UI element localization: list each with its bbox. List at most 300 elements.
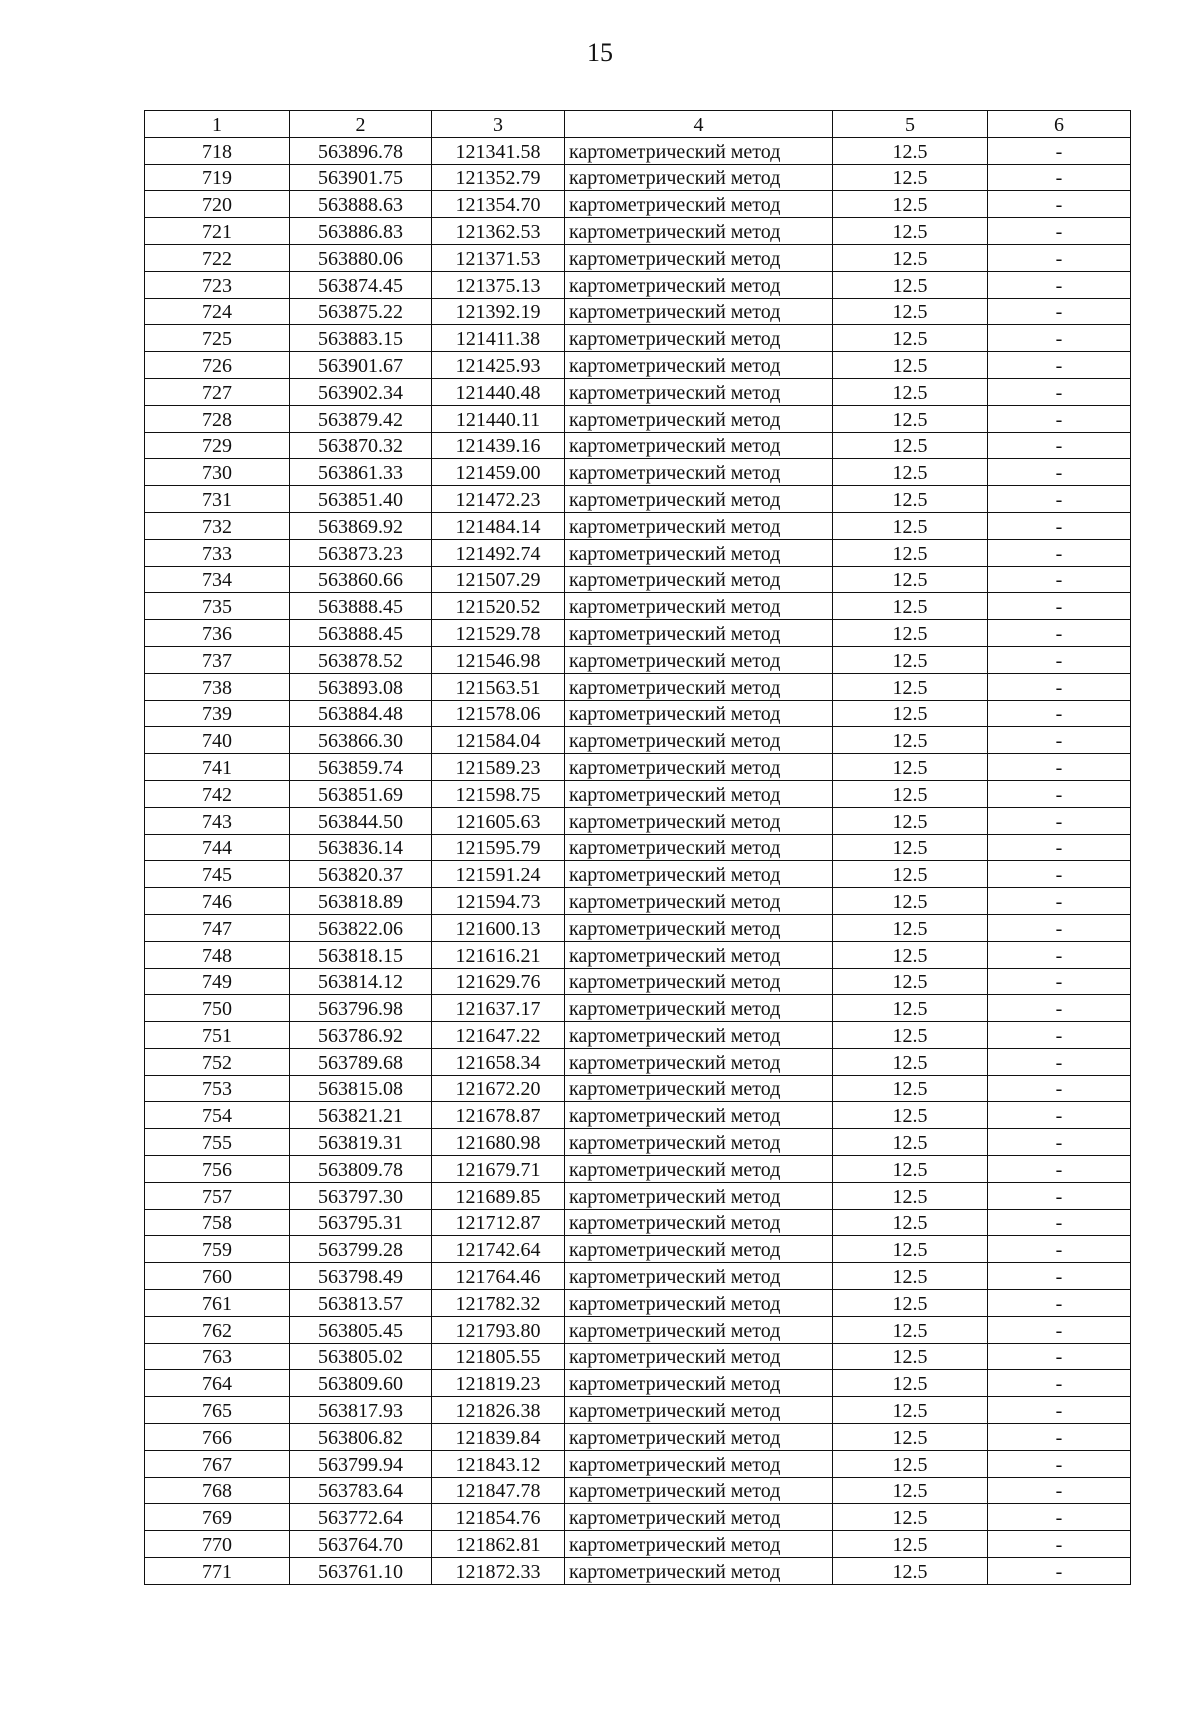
table-row [145, 1156, 1131, 1183]
point-number-cell: 732 [145, 512, 290, 539]
method-cell: картометрический метод [565, 432, 833, 459]
y-coordinate-cell: 121862.81 [432, 1531, 565, 1558]
method-cell: картометрический метод [565, 780, 833, 807]
accuracy-cell: 12.5 [833, 1236, 988, 1263]
y-coordinate-cell: 121678.87 [432, 1102, 565, 1129]
x-coordinate-cell: 563888.45 [290, 620, 432, 647]
table-row [145, 486, 1131, 513]
y-coordinate-cell: 121782.32 [432, 1290, 565, 1317]
accuracy-cell: 12.5 [833, 1504, 988, 1531]
table-row [145, 888, 1131, 915]
note-cell: - [988, 1343, 1131, 1370]
point-number-cell: 764 [145, 1370, 290, 1397]
point-number-cell: 765 [145, 1397, 290, 1424]
y-coordinate-cell: 121680.98 [432, 1129, 565, 1156]
accuracy-cell: 12.5 [833, 405, 988, 432]
accuracy-cell: 12.5 [833, 352, 988, 379]
note-cell: - [988, 700, 1131, 727]
y-coordinate-cell: 121872.33 [432, 1558, 565, 1585]
method-cell: картометрический метод [565, 620, 833, 647]
method-cell: картометрический метод [565, 1075, 833, 1102]
y-coordinate-cell: 121392.19 [432, 298, 565, 325]
method-cell: картометрический метод [565, 754, 833, 781]
table-row [145, 995, 1131, 1022]
x-coordinate-cell: 563893.08 [290, 673, 432, 700]
table-row [145, 1129, 1131, 1156]
note-cell: - [988, 378, 1131, 405]
point-number-cell: 721 [145, 218, 290, 245]
table-row [145, 914, 1131, 941]
table-row [145, 432, 1131, 459]
y-coordinate-cell: 121793.80 [432, 1316, 565, 1343]
note-cell: - [988, 1290, 1131, 1317]
accuracy-cell: 12.5 [833, 271, 988, 298]
method-cell: картометрический метод [565, 1290, 833, 1317]
point-number-cell: 739 [145, 700, 290, 727]
note-cell: - [988, 191, 1131, 218]
table-row [145, 807, 1131, 834]
y-coordinate-cell: 121354.70 [432, 191, 565, 218]
method-cell: картометрический метод [565, 539, 833, 566]
table-row [145, 1075, 1131, 1102]
accuracy-cell: 12.5 [833, 539, 988, 566]
y-coordinate-cell: 121371.53 [432, 244, 565, 271]
note-cell: - [988, 459, 1131, 486]
table-row [145, 352, 1131, 379]
table-row [145, 834, 1131, 861]
note-cell: - [988, 1504, 1131, 1531]
point-number-cell: 757 [145, 1182, 290, 1209]
method-cell: картометрический метод [565, 137, 833, 164]
point-number-cell: 742 [145, 780, 290, 807]
accuracy-cell: 12.5 [833, 1129, 988, 1156]
note-cell: - [988, 941, 1131, 968]
y-coordinate-cell: 121507.29 [432, 566, 565, 593]
accuracy-cell: 12.5 [833, 754, 988, 781]
x-coordinate-cell: 563851.69 [290, 780, 432, 807]
point-number-cell: 743 [145, 807, 290, 834]
table-row [145, 164, 1131, 191]
accuracy-cell: 12.5 [833, 807, 988, 834]
point-number-cell: 763 [145, 1343, 290, 1370]
note-cell: - [988, 1102, 1131, 1129]
x-coordinate-cell: 563822.06 [290, 914, 432, 941]
note-cell: - [988, 780, 1131, 807]
accuracy-cell: 12.5 [833, 512, 988, 539]
point-number-cell: 745 [145, 861, 290, 888]
table-row [145, 459, 1131, 486]
note-cell: - [988, 218, 1131, 245]
column-header-accuracy: 5 [833, 111, 988, 138]
x-coordinate-cell: 563896.78 [290, 137, 432, 164]
y-coordinate-cell: 121629.76 [432, 968, 565, 995]
note-cell: - [988, 432, 1131, 459]
note-cell: - [988, 1129, 1131, 1156]
x-coordinate-cell: 563888.45 [290, 593, 432, 620]
method-cell: картометрический метод [565, 700, 833, 727]
accuracy-cell: 12.5 [833, 1370, 988, 1397]
x-coordinate-cell: 563888.63 [290, 191, 432, 218]
accuracy-cell: 12.5 [833, 914, 988, 941]
point-number-cell: 730 [145, 459, 290, 486]
accuracy-cell: 12.5 [833, 1075, 988, 1102]
x-coordinate-cell: 563805.02 [290, 1343, 432, 1370]
accuracy-cell: 12.5 [833, 486, 988, 513]
table-row [145, 727, 1131, 754]
table-row [145, 1022, 1131, 1049]
note-cell: - [988, 1075, 1131, 1102]
note-cell: - [988, 1477, 1131, 1504]
x-coordinate-cell: 563772.64 [290, 1504, 432, 1531]
method-cell: картометрический метод [565, 941, 833, 968]
point-number-cell: 720 [145, 191, 290, 218]
method-cell: картометрический метод [565, 995, 833, 1022]
x-coordinate-cell: 563873.23 [290, 539, 432, 566]
point-number-cell: 761 [145, 1290, 290, 1317]
method-cell: картометрический метод [565, 1316, 833, 1343]
note-cell: - [988, 861, 1131, 888]
accuracy-cell: 12.5 [833, 1477, 988, 1504]
method-cell: картометрический метод [565, 191, 833, 218]
method-cell: картометрический метод [565, 1531, 833, 1558]
accuracy-cell: 12.5 [833, 191, 988, 218]
accuracy-cell: 12.5 [833, 1424, 988, 1451]
point-number-cell: 755 [145, 1129, 290, 1156]
table-row [145, 1424, 1131, 1451]
table-row [145, 1343, 1131, 1370]
y-coordinate-cell: 121600.13 [432, 914, 565, 941]
table-row [145, 1397, 1131, 1424]
note-cell: - [988, 1236, 1131, 1263]
note-cell: - [988, 1370, 1131, 1397]
accuracy-cell: 12.5 [833, 1048, 988, 1075]
method-cell: картометрический метод [565, 1048, 833, 1075]
y-coordinate-cell: 121591.24 [432, 861, 565, 888]
table-row [145, 137, 1131, 164]
method-cell: картометрический метод [565, 352, 833, 379]
note-cell: - [988, 1022, 1131, 1049]
method-cell: картометрический метод [565, 325, 833, 352]
point-number-cell: 734 [145, 566, 290, 593]
x-coordinate-cell: 563884.48 [290, 700, 432, 727]
x-coordinate-cell: 563786.92 [290, 1022, 432, 1049]
x-coordinate-cell: 563799.94 [290, 1450, 432, 1477]
note-cell: - [988, 1182, 1131, 1209]
note-cell: - [988, 271, 1131, 298]
method-cell: картометрический метод [565, 727, 833, 754]
note-cell: - [988, 1558, 1131, 1585]
table-row [145, 968, 1131, 995]
x-coordinate-cell: 563860.66 [290, 566, 432, 593]
point-number-cell: 723 [145, 271, 290, 298]
y-coordinate-cell: 121605.63 [432, 807, 565, 834]
accuracy-cell: 12.5 [833, 888, 988, 915]
accuracy-cell: 12.5 [833, 780, 988, 807]
method-cell: картометрический метод [565, 1558, 833, 1585]
y-coordinate-cell: 121584.04 [432, 727, 565, 754]
accuracy-cell: 12.5 [833, 1102, 988, 1129]
note-cell: - [988, 754, 1131, 781]
x-coordinate-cell: 563814.12 [290, 968, 432, 995]
table-row [145, 298, 1131, 325]
accuracy-cell: 12.5 [833, 995, 988, 1022]
y-coordinate-cell: 121672.20 [432, 1075, 565, 1102]
note-cell: - [988, 727, 1131, 754]
note-cell: - [988, 164, 1131, 191]
point-number-cell: 771 [145, 1558, 290, 1585]
x-coordinate-cell: 563886.83 [290, 218, 432, 245]
note-cell: - [988, 593, 1131, 620]
method-cell: картометрический метод [565, 1504, 833, 1531]
y-coordinate-cell: 121689.85 [432, 1182, 565, 1209]
method-cell: картометрический метод [565, 888, 833, 915]
table-row [145, 754, 1131, 781]
note-cell: - [988, 1209, 1131, 1236]
note-cell: - [988, 1316, 1131, 1343]
x-coordinate-cell: 563797.30 [290, 1182, 432, 1209]
accuracy-cell: 12.5 [833, 244, 988, 271]
y-coordinate-cell: 121492.74 [432, 539, 565, 566]
accuracy-cell: 12.5 [833, 218, 988, 245]
x-coordinate-cell: 563869.92 [290, 512, 432, 539]
method-cell: картометрический метод [565, 673, 833, 700]
accuracy-cell: 12.5 [833, 1290, 988, 1317]
point-number-cell: 719 [145, 164, 290, 191]
y-coordinate-cell: 121529.78 [432, 620, 565, 647]
x-coordinate-cell: 563883.15 [290, 325, 432, 352]
x-coordinate-cell: 563902.34 [290, 378, 432, 405]
table-row [145, 1370, 1131, 1397]
accuracy-cell: 12.5 [833, 1263, 988, 1290]
note-cell: - [988, 1397, 1131, 1424]
note-cell: - [988, 1450, 1131, 1477]
method-cell: картометрический метод [565, 968, 833, 995]
y-coordinate-cell: 121375.13 [432, 271, 565, 298]
note-cell: - [988, 244, 1131, 271]
table-row [145, 1182, 1131, 1209]
column-header-note: 6 [988, 111, 1131, 138]
x-coordinate-cell: 563783.64 [290, 1477, 432, 1504]
method-cell: картометрический метод [565, 1236, 833, 1263]
method-cell: картометрический метод [565, 378, 833, 405]
method-cell: картометрический метод [565, 646, 833, 673]
method-cell: картометрический метод [565, 512, 833, 539]
x-coordinate-cell: 563761.10 [290, 1558, 432, 1585]
x-coordinate-cell: 563809.78 [290, 1156, 432, 1183]
method-cell: картометрический метод [565, 1209, 833, 1236]
table-header-row [145, 111, 1131, 138]
table-row [145, 1316, 1131, 1343]
accuracy-cell: 12.5 [833, 727, 988, 754]
table-row [145, 191, 1131, 218]
y-coordinate-cell: 121352.79 [432, 164, 565, 191]
point-number-cell: 758 [145, 1209, 290, 1236]
y-coordinate-cell: 121679.71 [432, 1156, 565, 1183]
y-coordinate-cell: 121805.55 [432, 1343, 565, 1370]
point-number-cell: 736 [145, 620, 290, 647]
point-number-cell: 770 [145, 1531, 290, 1558]
accuracy-cell: 12.5 [833, 566, 988, 593]
x-coordinate-cell: 563851.40 [290, 486, 432, 513]
note-cell: - [988, 566, 1131, 593]
method-cell: картометрический метод [565, 914, 833, 941]
note-cell: - [988, 620, 1131, 647]
point-number-cell: 748 [145, 941, 290, 968]
method-cell: картометрический метод [565, 1397, 833, 1424]
method-cell: картометрический метод [565, 218, 833, 245]
table-row [145, 1558, 1131, 1585]
table-row [145, 1531, 1131, 1558]
note-cell: - [988, 137, 1131, 164]
note-cell: - [988, 512, 1131, 539]
point-number-cell: 749 [145, 968, 290, 995]
x-coordinate-cell: 563795.31 [290, 1209, 432, 1236]
table-row [145, 539, 1131, 566]
x-coordinate-cell: 563879.42 [290, 405, 432, 432]
y-coordinate-cell: 121839.84 [432, 1424, 565, 1451]
point-number-cell: 754 [145, 1102, 290, 1129]
method-cell: картометрический метод [565, 1102, 833, 1129]
x-coordinate-cell: 563878.52 [290, 646, 432, 673]
point-number-cell: 738 [145, 673, 290, 700]
y-coordinate-cell: 121658.34 [432, 1048, 565, 1075]
y-coordinate-cell: 121439.16 [432, 432, 565, 459]
y-coordinate-cell: 121764.46 [432, 1263, 565, 1290]
point-number-cell: 746 [145, 888, 290, 915]
table-row [145, 1102, 1131, 1129]
method-cell: картометрический метод [565, 298, 833, 325]
point-number-cell: 768 [145, 1477, 290, 1504]
x-coordinate-cell: 563818.15 [290, 941, 432, 968]
method-cell: картометрический метод [565, 1182, 833, 1209]
accuracy-cell: 12.5 [833, 593, 988, 620]
y-coordinate-cell: 121578.06 [432, 700, 565, 727]
x-coordinate-cell: 563861.33 [290, 459, 432, 486]
accuracy-cell: 12.5 [833, 646, 988, 673]
y-coordinate-cell: 121589.23 [432, 754, 565, 781]
table-row [145, 244, 1131, 271]
x-coordinate-cell: 563799.28 [290, 1236, 432, 1263]
table-row [145, 1477, 1131, 1504]
note-cell: - [988, 352, 1131, 379]
point-number-cell: 718 [145, 137, 290, 164]
note-cell: - [988, 539, 1131, 566]
x-coordinate-cell: 563819.31 [290, 1129, 432, 1156]
table-row [145, 378, 1131, 405]
note-cell: - [988, 673, 1131, 700]
y-coordinate-cell: 121459.00 [432, 459, 565, 486]
point-number-cell: 747 [145, 914, 290, 941]
y-coordinate-cell: 121341.58 [432, 137, 565, 164]
accuracy-cell: 12.5 [833, 968, 988, 995]
method-cell: картометрический метод [565, 1129, 833, 1156]
table-row [145, 700, 1131, 727]
y-coordinate-cell: 121563.51 [432, 673, 565, 700]
table-row [145, 325, 1131, 352]
table-body [145, 137, 1131, 1584]
y-coordinate-cell: 121546.98 [432, 646, 565, 673]
point-number-cell: 750 [145, 995, 290, 1022]
table-row [145, 1290, 1131, 1317]
column-header-x-coordinate: 2 [290, 111, 432, 138]
method-cell: картометрический метод [565, 834, 833, 861]
point-number-cell: 731 [145, 486, 290, 513]
x-coordinate-cell: 563874.45 [290, 271, 432, 298]
note-cell: - [988, 888, 1131, 915]
column-header-y-coordinate: 3 [432, 111, 565, 138]
note-cell: - [988, 807, 1131, 834]
method-cell: картометрический метод [565, 486, 833, 513]
table-row [145, 1263, 1131, 1290]
x-coordinate-cell: 563901.67 [290, 352, 432, 379]
accuracy-cell: 12.5 [833, 1209, 988, 1236]
x-coordinate-cell: 563815.08 [290, 1075, 432, 1102]
x-coordinate-cell: 563836.14 [290, 834, 432, 861]
accuracy-cell: 12.5 [833, 432, 988, 459]
note-cell: - [988, 1048, 1131, 1075]
x-coordinate-cell: 563764.70 [290, 1531, 432, 1558]
y-coordinate-cell: 121616.21 [432, 941, 565, 968]
y-coordinate-cell: 121843.12 [432, 1450, 565, 1477]
point-number-cell: 741 [145, 754, 290, 781]
note-cell: - [988, 1156, 1131, 1183]
x-coordinate-cell: 563870.32 [290, 432, 432, 459]
table-row [145, 593, 1131, 620]
point-number-cell: 727 [145, 378, 290, 405]
y-coordinate-cell: 121520.52 [432, 593, 565, 620]
method-cell: картометрический метод [565, 271, 833, 298]
accuracy-cell: 12.5 [833, 1397, 988, 1424]
point-number-cell: 769 [145, 1504, 290, 1531]
method-cell: картометрический метод [565, 1424, 833, 1451]
table-row [145, 218, 1131, 245]
method-cell: картометрический метод [565, 566, 833, 593]
method-cell: картометрический метод [565, 405, 833, 432]
note-cell: - [988, 405, 1131, 432]
point-number-cell: 760 [145, 1263, 290, 1290]
x-coordinate-cell: 563796.98 [290, 995, 432, 1022]
x-coordinate-cell: 563809.60 [290, 1370, 432, 1397]
accuracy-cell: 12.5 [833, 1450, 988, 1477]
note-cell: - [988, 298, 1131, 325]
method-cell: картометрический метод [565, 593, 833, 620]
point-number-cell: 756 [145, 1156, 290, 1183]
table-row [145, 646, 1131, 673]
accuracy-cell: 12.5 [833, 1531, 988, 1558]
accuracy-cell: 12.5 [833, 164, 988, 191]
note-cell: - [988, 995, 1131, 1022]
method-cell: картометрический метод [565, 1156, 833, 1183]
method-cell: картометрический метод [565, 164, 833, 191]
y-coordinate-cell: 121742.64 [432, 1236, 565, 1263]
x-coordinate-cell: 563818.89 [290, 888, 432, 915]
point-number-cell: 752 [145, 1048, 290, 1075]
accuracy-cell: 12.5 [833, 378, 988, 405]
x-coordinate-cell: 563806.82 [290, 1424, 432, 1451]
x-coordinate-cell: 563798.49 [290, 1263, 432, 1290]
note-cell: - [988, 1263, 1131, 1290]
accuracy-cell: 12.5 [833, 620, 988, 647]
table-row [145, 780, 1131, 807]
y-coordinate-cell: 121472.23 [432, 486, 565, 513]
x-coordinate-cell: 563789.68 [290, 1048, 432, 1075]
method-cell: картометрический метод [565, 807, 833, 834]
point-number-cell: 740 [145, 727, 290, 754]
accuracy-cell: 12.5 [833, 459, 988, 486]
note-cell: - [988, 834, 1131, 861]
point-number-cell: 767 [145, 1450, 290, 1477]
y-coordinate-cell: 121594.73 [432, 888, 565, 915]
